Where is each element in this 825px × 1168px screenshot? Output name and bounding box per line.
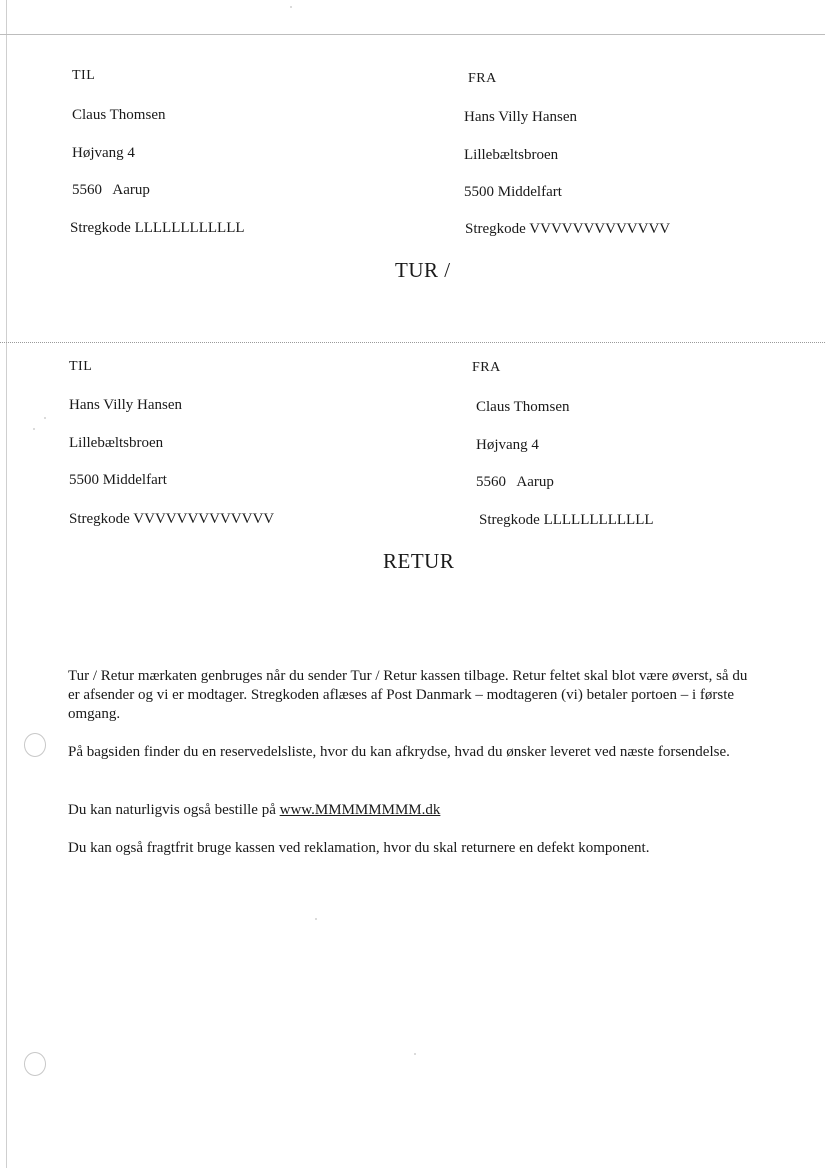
- instructions-paragraph-complaint: Du kan også fragtfrit bruge kassen ved reklamation, hvor du skal returnere en defekt komponent.: [68, 840, 650, 856]
- tur-to-heading: TIL: [72, 68, 96, 83]
- tur-to-street: Højvang 4: [72, 145, 135, 161]
- order-online-text: Du kan naturligvis også bestille på: [68, 802, 280, 818]
- tur-from-city: 5500 Middelfart: [464, 184, 562, 200]
- retur-to-street: Lillebæltsbroen: [69, 435, 164, 451]
- retur-from-city: 5560 Aarup: [476, 474, 554, 490]
- page-left-edge: [6, 0, 7, 1168]
- middle-cut-line: [0, 342, 825, 343]
- tur-to-barcode: Stregkode LLLLLLLLLLLL: [70, 220, 245, 236]
- retur-to-name: Hans Villy Hansen: [69, 397, 182, 413]
- tur-from-barcode: Stregkode VVVVVVVVVVVVV: [465, 221, 671, 237]
- retur-to-city: 5500 Middelfart: [69, 472, 167, 488]
- scan-speck: [290, 6, 292, 8]
- scan-speck: [414, 1053, 416, 1055]
- instructions-paragraph-spare-parts: På bagsiden finder du en reservedelsliste, hvor du kan afkrydse, hvad du ønsker leveret ved næste forsendelse.: [68, 744, 730, 760]
- punch-hole-icon: [24, 1052, 46, 1076]
- retur-from-heading: FRA: [472, 360, 501, 375]
- top-cut-line: [0, 34, 825, 35]
- retur-from-barcode: Stregkode LLLLLLLLLLLL: [479, 512, 654, 528]
- website-link[interactable]: www.MMMMMMMM.dk: [279, 802, 441, 818]
- retur-title: RETUR: [383, 549, 455, 573]
- tur-to-name: Claus Thomsen: [72, 107, 166, 123]
- retur-from-street: Højvang 4: [476, 437, 539, 453]
- tur-from-street: Lillebæltsbroen: [464, 147, 559, 163]
- scan-speck: [44, 417, 46, 419]
- scan-speck: [33, 428, 35, 430]
- tur-from-name: Hans Villy Hansen: [464, 109, 577, 125]
- retur-from-name: Claus Thomsen: [476, 399, 570, 415]
- tur-to-city: 5560 Aarup: [72, 182, 150, 198]
- instructions-paragraph-reuse: Tur / Retur mærkaten genbruges når du sender Tur / Retur kassen tilbage. Retur feltet skal blot være øverst, så du er afsender og vi er modtager. Stregkoden aflæses af Post Danmark – modtageren (vi) betaler portoen – i første omgang.: [68, 668, 748, 722]
- tur-from-heading: FRA: [468, 71, 497, 86]
- punch-hole-icon: [24, 733, 46, 757]
- instructions-paragraph-order-online: [68, 801, 758, 820]
- tur-title: TUR /: [395, 258, 451, 282]
- retur-to-heading: TIL: [69, 359, 93, 374]
- retur-to-barcode: Stregkode VVVVVVVVVVVVV: [69, 511, 275, 527]
- scan-speck: [315, 918, 317, 920]
